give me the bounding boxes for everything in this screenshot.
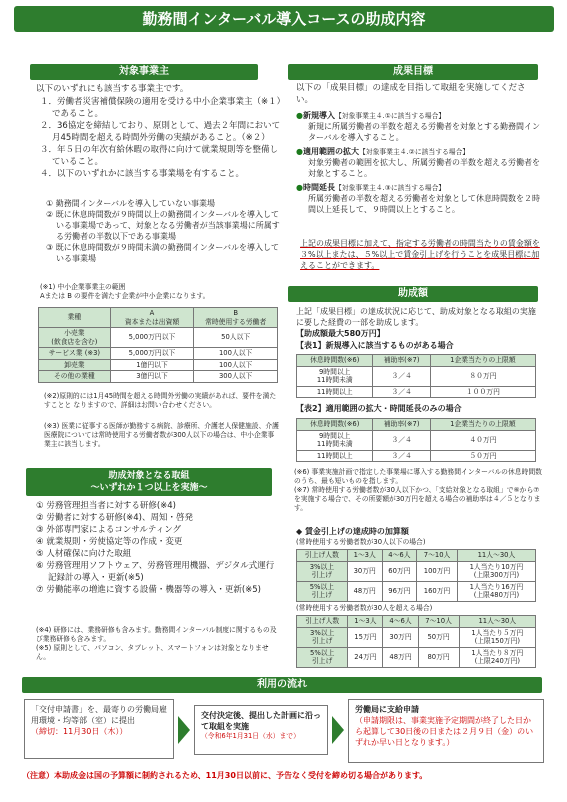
flow-step-3 xyxy=(348,699,544,763)
target-item: ２．36協定を締結しており、原則として、過去２年間において月45時間を超える時間外労働の実績があること。（※２） xyxy=(40,121,281,143)
sme-table-row xyxy=(39,371,278,383)
effort-item: ① 労務管理担当者に対する研修(※4) xyxy=(36,501,176,511)
table2-head: 1企業当たりの上限額 xyxy=(430,419,535,431)
goal-title: 時間延長 xyxy=(302,183,335,192)
wage-table2-cell: 5%以上 引上げ xyxy=(297,647,348,667)
effort-item: ② 労働者に対する研修(※4)、周知・啓発 xyxy=(36,513,193,523)
wage-table1-head: 11人〜30人 xyxy=(457,550,535,562)
note6: (※6) 事業実施計画で指定した事業場に導入する勤務間インターバルの休息時間数のうち、最も短いものを指します。 xyxy=(294,468,542,485)
sme-table-cell: 100人以下 xyxy=(194,359,278,371)
note4: (※4) 研修には、業務研修も含みます。勤務間インターバル制度に関するもの及び業務研修も含みます。 xyxy=(36,626,277,643)
sme-table-cell: 小売業 (飲食店を含む) xyxy=(39,328,111,348)
table2-row xyxy=(297,450,536,462)
wage-table2-cell: 30万円 xyxy=(383,627,418,647)
wage-table1-cell: 1人当たり16万円 (上限480万円) xyxy=(457,581,535,601)
table1-cell: ３／４ xyxy=(373,366,430,386)
sme-table-cell: 100人以下 xyxy=(194,348,278,360)
arrow-right-icon xyxy=(178,716,190,744)
effort-item: ③ 外部専門家によるコンサルティング xyxy=(36,525,182,535)
goal-bullet-icon: ● xyxy=(296,147,303,156)
goals-extra-text: 上記の成果目標に加えて、指定する労働者の時間当たりの賃金額を３%以上または、５%以上で賃金引上げを行うことを成果目標に加えることができます。 xyxy=(300,239,540,270)
table2-head: 休息時間数(※6) xyxy=(297,419,373,431)
note2: (※2)原則的には1月45時間を超える時間外労働の実績があれば、要件を満たすことと なりますので、詳細はお問い合わせください。 xyxy=(44,392,277,409)
sme-table-cell: 3億円以下 xyxy=(110,371,194,383)
sme-table-head: 業種 xyxy=(39,308,111,328)
wage-table2-head: 11人〜30人 xyxy=(459,616,535,628)
wage-table2-cell: 24万円 xyxy=(348,647,383,667)
sme-table-cell: その他の業種 xyxy=(39,371,111,383)
flow-step1-text: 「交付申請書」を、最寄りの労働局雇用環境・均等部（室）に提出 xyxy=(31,705,167,725)
note1 xyxy=(40,283,280,301)
table1 xyxy=(296,354,536,398)
wage-table2-cell: 50万円 xyxy=(418,627,459,647)
goal-text: 対象労働者の範囲を拡大し、所属労働者の半数を超える労働者を対象とすること。 xyxy=(308,158,540,178)
wage-table1-cell: 30万円 xyxy=(347,561,382,581)
flow-step-1 xyxy=(24,699,174,759)
page-title: 勤務間インターバル導入コースの助成内容 xyxy=(14,6,554,32)
table1-cell: ８０万円 xyxy=(430,366,535,386)
goal-text: 新規に所属労働者の半数を超える労働者を対象とする勤務間インターバルを導入すること。 xyxy=(308,122,540,142)
wage-table1 xyxy=(296,549,536,602)
sme-table-cell: 卸売業 xyxy=(39,359,111,371)
efforts-heading: 助成対象となる取組 〜いずれか１つ以上を実施〜 xyxy=(26,468,272,496)
goal-tag: 【対象事業主４.②に該当する場合】 xyxy=(358,148,470,156)
target-subitem: ③ 既に休息時間数が９時間未満の勤務間インターバルを導入している事業場 xyxy=(46,243,279,263)
wage-table2-cell: 80万円 xyxy=(418,647,459,667)
flow-step3-title: 労働局に支給申請 xyxy=(355,705,419,714)
sme-table xyxy=(38,307,278,383)
amount-intro: 上記「成果目標」の達成状況に応じて、助成対象となる取組の実施に要した経費の一部を助成します。 xyxy=(296,307,536,327)
goal-item xyxy=(296,110,540,143)
sme-table-cell: サービス業 (※3) xyxy=(39,348,111,360)
table1-head: 休息時間数(※6) xyxy=(297,355,373,367)
flow-step3-text: （申請期限は、事業実施予定期間が終了した日から起算して30日後の日または２月９日（金）のいずれか早い日となります。） xyxy=(355,716,534,747)
note7: (※7) 常時使用する労働者数が30人以下かつ、「支給対象となる取組」で⑥から⑦を実施する場合で、その所要額が30万円を超える場合の補助率は４／５となります。 xyxy=(294,486,541,512)
goal-title: 適用範囲の拡大 xyxy=(302,147,359,156)
goals-extra xyxy=(300,238,540,271)
wage-table1-cell: 160万円 xyxy=(417,581,458,601)
wage-table1-cell: 48万円 xyxy=(347,581,382,601)
efforts-notes xyxy=(36,626,280,662)
amount-max: 【助成額最大580万円】 xyxy=(296,329,385,338)
wage-table1-cell: 96万円 xyxy=(382,581,417,601)
table2 xyxy=(296,418,536,462)
sme-table-row xyxy=(39,328,278,348)
sme-table-row xyxy=(39,359,278,371)
wage-title: ◆ 賃金引上げの達成時の加算額 xyxy=(296,527,409,536)
table2-title: 【表2】適用範囲の拡大・時間延長のみの場合 xyxy=(296,404,462,413)
target-subitems xyxy=(46,198,282,264)
sme-table-head: B 常時使用する労働者 xyxy=(194,308,278,328)
table2-cell: 11時間以上 xyxy=(297,450,373,462)
goal-tag: 【対象事業主４.①に該当する場合】 xyxy=(334,112,446,120)
table2-cell: 9時間以上 11時間未満 xyxy=(297,430,373,450)
goal-tag: 【対象事業主４.③に該当する場合】 xyxy=(334,184,446,192)
wage-table1-cell: 1人当たり10万円 (上限300万円) xyxy=(457,561,535,581)
goal-title: 新規導入 xyxy=(302,111,335,120)
goals-list xyxy=(296,110,540,218)
wage-table1-head: 4〜6人 xyxy=(382,550,417,562)
table1-row xyxy=(297,366,536,386)
goal-bullet-icon: ● xyxy=(296,111,303,120)
flow-step2-text: 交付決定後、提出した計画に沿って取組を実施 xyxy=(201,711,321,731)
wage-table2-cell: 15万円 xyxy=(348,627,383,647)
table1-head: 補助率(※7) xyxy=(373,355,430,367)
table1-cell: 9時間以上 11時間未満 xyxy=(297,366,373,386)
goal-text: 所属労働者の半数を超える労働者を対象として休息時間数を２時間以上延長して、９時間以上とすること。 xyxy=(308,194,540,214)
wage-table2-row xyxy=(297,627,536,647)
wage-table1-row xyxy=(297,561,536,581)
wage-table2-cell: 1人当たり８万円 (上限240万円) xyxy=(459,647,535,667)
sme-table-cell: 1億円以下 xyxy=(110,359,194,371)
effort-item: ④ 就業規則・労使協定等の作成・変更 xyxy=(36,537,183,547)
table2-cell: ３／４ xyxy=(373,430,430,450)
goals-heading: 成果目標 xyxy=(288,64,538,80)
wage-table1-row xyxy=(297,581,536,601)
goals-intro: 以下の「成果目標」の達成を目指して取組を実施してください。 xyxy=(296,83,526,105)
target-intro: 以下のいずれにも該当する事業主です。 xyxy=(36,84,189,94)
table1-cell: １００万円 xyxy=(430,386,535,398)
effort-item: ⑥ 労務管理用ソフトウェア、労務管理用機器、デジタル式運行記録計の導入・更新(※5) xyxy=(36,561,275,583)
wage-table1-head: 1〜3人 xyxy=(347,550,382,562)
table2-cell: ４０万円 xyxy=(430,430,535,450)
goal-item xyxy=(296,146,540,179)
wage-table2-cell: 48万円 xyxy=(383,647,418,667)
table1-title: 【表1】新規導入に該当するものがある場合 xyxy=(296,341,454,350)
sme-table-cell: 300人以下 xyxy=(194,371,278,383)
sme-table-row xyxy=(39,348,278,360)
target-item: １．労働者災害補償保険の適用を受ける中小企業事業主（※１）であること。 xyxy=(40,97,281,119)
wage-table2-head: 7〜10人 xyxy=(418,616,459,628)
flow-heading: 利用の流れ xyxy=(22,677,542,693)
wage-table1-head: 引上げ人数 xyxy=(297,550,348,562)
flow-step2-deadline: （令和6年1月31日（水）まで） xyxy=(201,732,300,740)
note1-title: (※1) 中小企業事業主の範囲 xyxy=(40,283,126,291)
target-subitem: ② 既に休息時間数が９時間以上の勤務間インターバルを導入している事業場であって、対象となる労働者が当該事業場に所属する労働者の半数以下である事業場 xyxy=(46,210,280,241)
goal-item xyxy=(296,182,540,215)
caution-text: （注意）本助成金は国の予算額に制約されるため、11月30日以前に、予告なく受付を締め切る場合があります。 xyxy=(22,771,428,780)
efforts-list xyxy=(36,500,278,596)
flow-step1-deadline: （締切：11月30日（木）） xyxy=(31,727,128,736)
wage-table1-cell: 5%以上 引上げ xyxy=(297,581,348,601)
table1-cell: ３／４ xyxy=(373,386,430,398)
target-heading: 対象事業主 xyxy=(30,64,258,80)
effort-item: ⑤ 人材確保に向けた取組 xyxy=(36,549,132,559)
wage-table2 xyxy=(296,615,536,668)
target-subitem: ① 勤務間インターバルを導入していない事業場 xyxy=(46,199,215,208)
target-item: ３．年５日の年次有給休暇の取得に向けて就業規則等を整備していること。 xyxy=(40,145,279,167)
wage-table1-cell: 100万円 xyxy=(417,561,458,581)
sme-table-cell: 5,000万円以下 xyxy=(110,328,194,348)
goal-bullet-icon: ● xyxy=(296,183,303,192)
amount-notes xyxy=(294,468,542,513)
table1-cell: 11時間以上 xyxy=(297,386,373,398)
wage-sub1: (常時使用する労働者数が30人以下の場合) xyxy=(296,538,426,546)
note1-text: Aまたは B の要件を満たす企業が中小企業になります。 xyxy=(40,292,210,300)
wage-table2-cell: 3%以上 引上げ xyxy=(297,627,348,647)
wage-table1-head: 7〜10人 xyxy=(417,550,458,562)
effort-item: ⑦ 労働能率の増進に資する設備・機器等の導入・更新(※5) xyxy=(36,585,261,595)
note5: (※5) 原則として、パソコン、タブレット、スマートフォンは対象となりません。 xyxy=(36,644,269,661)
flow-step-2 xyxy=(194,705,328,755)
sme-table-cell: 50人以下 xyxy=(194,328,278,348)
amount-heading: 助成額 xyxy=(288,286,538,302)
note3: (※3) 医業に従事する医師が勤務する病院、診療所、介護老人保健施設、介護医療院については常時使用する労働者数が300人以下の場合は、中小企業事業主に該当します。 xyxy=(44,422,279,448)
wage-table1-cell: 60万円 xyxy=(382,561,417,581)
target-items xyxy=(40,96,282,180)
table1-head: 1企業当たりの上限額 xyxy=(430,355,535,367)
wage-table2-head: 4〜6人 xyxy=(383,616,418,628)
sme-table-cell: 5,000万円以下 xyxy=(110,348,194,360)
sme-table-head: A 資本または出資額 xyxy=(110,308,194,328)
table2-row xyxy=(297,430,536,450)
table2-head: 補助率(※7) xyxy=(373,419,430,431)
wage-table2-head: 1〜3人 xyxy=(348,616,383,628)
wage-table1-cell: 3%以上 引上げ xyxy=(297,561,348,581)
table2-cell: ３／４ xyxy=(373,450,430,462)
wage-table2-row xyxy=(297,647,536,667)
table2-cell: ５０万円 xyxy=(430,450,535,462)
wage-table2-cell: 1人当たり５万円 (上限150万円) xyxy=(459,627,535,647)
table1-row xyxy=(297,386,536,398)
arrow-right-icon xyxy=(332,716,344,744)
wage-sub2: (常時使用する労働者数が30人を超える場合) xyxy=(296,604,433,612)
wage-table2-head: 引上げ人数 xyxy=(297,616,348,628)
target-item: ４．以下のいずれかに該当する事業場を有すること。 xyxy=(40,169,245,179)
